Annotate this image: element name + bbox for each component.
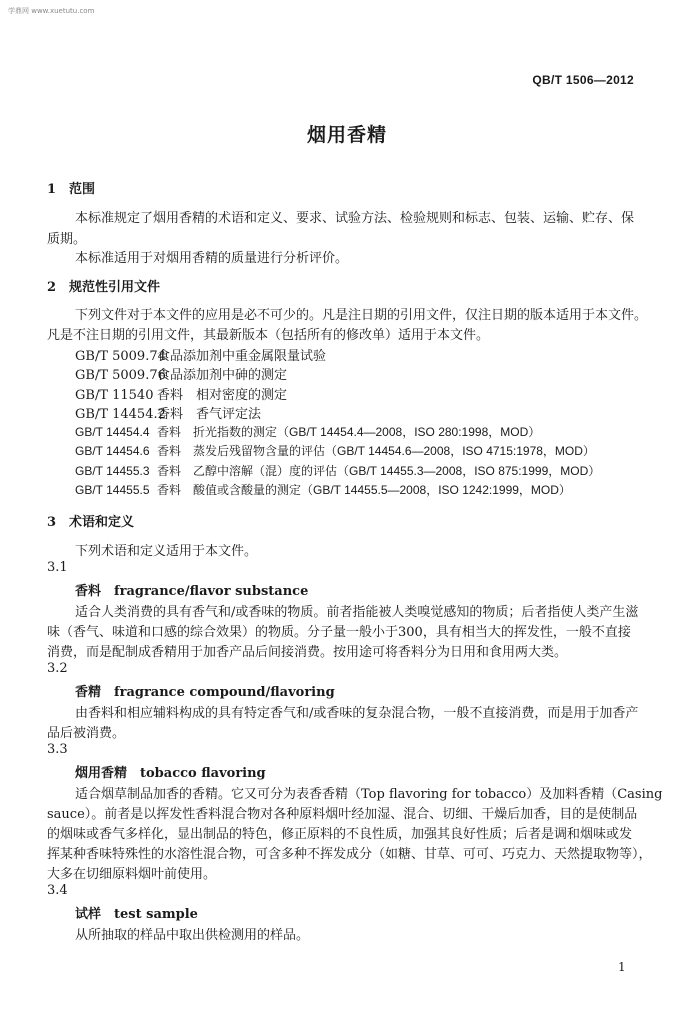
page-title: 烟用香精 [306,124,387,146]
term-definition-line: 品后被消费。 [47,726,126,741]
reference-item [75,423,540,440]
term-number: 3.4 [47,883,68,898]
term-definition-line: sauce）。前者是以挥发性香料混合物对各种原料烟叶经加湿、混合、切细、干燥后加香，目的是使制品 [47,807,638,822]
term-definition-line: 由香料和相应辅料构成的具有特定香气和/或香味的复杂混合物，一般不直接消费，而是用于加香产 [75,706,639,721]
reference-title: 香料 相对密度的测定 [157,388,288,403]
section-3-intro: 下列术语和定义适用于本文件。 [75,544,258,559]
reference-code: GB/T 14454.2 [75,407,166,422]
section-1-paragraph-line: 本标准规定了烟用香精的术语和定义、要求、试验方法、检验规则和标志、包装、运输、贮存、保 [75,211,635,226]
reference-code: GB/T 5009.76 [75,368,166,383]
reference-item [75,364,287,383]
reference-code: GB/T 5009.74 [75,349,166,364]
term-definition-line: 大多在切细原料烟叶前使用。 [47,867,217,882]
reference-title: 食品添加剂中砷的测定 [157,368,288,383]
reference-code: GB/T 14455.5 [75,483,150,497]
term-definition-line: 消费，而是配制成香精用于加香产品后间接消费。按用途可将香料分为日用和食用两大类。 [47,645,568,660]
term-title: 烟用香精 tobacco flavoring [75,766,266,781]
term-number: 3.1 [47,560,68,575]
reference-code: GB/T 14455.3 [75,464,150,478]
section-2-heading: 2 规范性引用文件 [47,280,161,295]
watermark: 学鼎网 www.xuetutu.com [8,7,95,15]
term-definition-line: 挥某种香味特殊性的水溶性混合物，可含多种不挥发成分（如糖、甘草、可可、巧克力、天然提取物等）， [47,847,652,862]
reference-code: GB/T 14454.6 [75,444,150,458]
term-definition-line: 适合人类消费的具有香气和/或香味的物质。前者指能被人类嗅觉感知的物质；后者指使人类产生滋 [75,605,639,620]
section-3-heading: 3 术语和定义 [47,515,135,530]
term-title: 香精 fragrance compound/flavoring [75,685,335,700]
page-number: 1 [618,960,626,974]
reference-item [75,462,600,479]
reference-title: 香料 乙醇中溶解（混）度的评估（GB/T 14455.3—2008，ISO 875:1999，MOD） [157,464,601,478]
reference-code: GB/T 14454.4 [75,425,150,439]
section-2-paragraph-line: 下列文件对于本文件的应用是必不可少的。凡是注日期的引用文件，仅注日期的版本适用于本文件。 [75,308,648,323]
reference-title: 香料 蒸发后残留物含量的评估（GB/T 14454.6—2008，ISO 4715:1978，MOD） [157,444,595,458]
section-1-heading: 1 范围 [47,182,96,197]
term-definition-line: 的烟味或香气多样化，显出制品的特色，修正原料的不良性质，加强其良好性质；后者是调和烟味或发 [47,827,633,842]
reference-title: 香料 香气评定法 [157,407,262,422]
standard-number: QB/T 1506—2012 [532,73,634,87]
term-definition-line: 味（香气、味道和口感的综合效果）的物质。分子量一般小于300，具有相当大的挥发性，一般不直接 [47,625,631,640]
reference-item [75,403,261,422]
term-title: 试样 test sample [75,907,198,922]
reference-title: 食品添加剂中重金属限量试验 [157,349,327,364]
reference-title: 香料 折光指数的测定（GB/T 14454.4—2008，ISO 280:1998，MOD） [157,425,541,439]
reference-title: 香料 酸值或含酸量的测定（GB/T 14455.5—2008，ISO 1242:1999，MOD） [157,483,571,497]
term-definition-line: 从所抽取的样品中取出供检测用的样品。 [75,928,310,943]
section-1-paragraph-line: 质期。 [47,232,87,247]
term-title: 香料 fragrance/flavor substance [75,584,309,599]
term-definition-line: 适合烟草制品加香的香精。它又可分为表香香精（Top flavoring for tobacco）及加料香精（Casing [75,787,663,802]
term-number: 3.2 [47,661,68,676]
reference-item [75,442,595,459]
reference-code: GB/T 11540 [75,388,154,403]
reference-item [75,481,571,498]
section-2-paragraph-line: 凡是不注日期的引用文件，其最新版本（包括所有的修改单）适用于本文件。 [47,328,490,343]
term-number: 3.3 [47,742,68,757]
reference-item [75,384,287,403]
section-1-paragraph: 本标准适用于对烟用香精的质量进行分析评价。 [75,251,349,266]
reference-item [75,345,326,364]
